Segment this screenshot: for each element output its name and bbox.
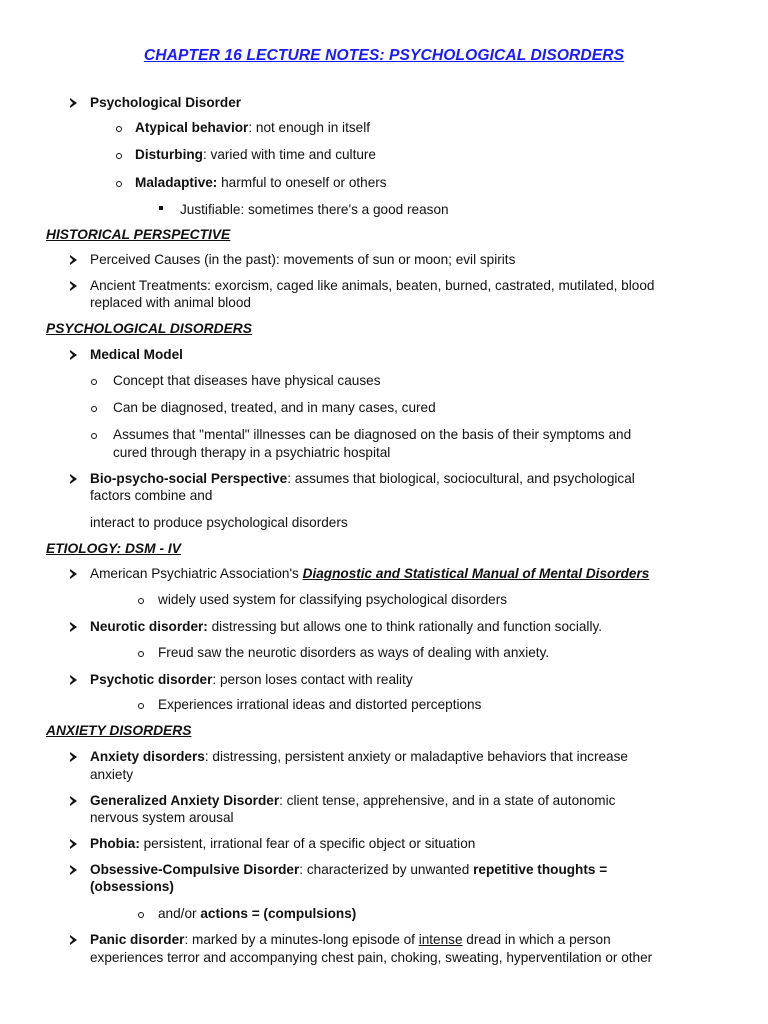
list-item-continuation: experiences terror and accompanying chest pain, choking, sweating, hyperventilation or other <box>90 950 653 965</box>
arrow-bullet-icon <box>70 675 77 685</box>
emphasis: intense <box>418 932 463 947</box>
circle-bullet-icon <box>138 651 144 657</box>
arrow-bullet-icon <box>70 839 77 849</box>
list-item-continuation: anxiety <box>90 767 134 782</box>
section-heading: ANXIETY DISORDERS <box>46 723 192 738</box>
list-item: Perceived Causes (in the past): movements of sun or moon; evil spirits <box>90 252 516 267</box>
circle-bullet-icon <box>91 433 97 439</box>
term: Obsessive-Compulsive Disorder <box>90 862 300 877</box>
list-item: Concept that diseases have physical causes <box>113 373 381 388</box>
list-item: Maladaptive: harmful to oneself or others <box>135 175 387 190</box>
arrow-bullet-icon <box>70 98 77 108</box>
arrow-bullet-icon <box>70 865 77 875</box>
section-heading: HISTORICAL PERSPECTIVE <box>46 227 231 242</box>
list-item-continuation: (obsessions) <box>90 879 174 894</box>
term: Anxiety disorders <box>90 749 205 764</box>
list-item: Neurotic disorder: distressing but allows one to think rationally and function socially. <box>90 619 603 634</box>
list-item: Assumes that "mental" illnesses can be diagnosed on the basis of their symptoms and <box>113 427 632 442</box>
term: Disturbing <box>135 147 203 162</box>
section-heading: PSYCHOLOGICAL DISORDERS <box>46 321 252 336</box>
list-item: Generalized Anxiety Disorder: client tense, apprehensive, and in a state of autonomic <box>90 793 616 808</box>
term: Bio-psycho-social Perspective <box>90 471 288 486</box>
list-item: Atypical behavior: not enough in itself <box>135 120 371 135</box>
list-item-continuation: replaced with animal blood <box>90 295 251 310</box>
list-item: Phobia: persistent, irrational fear of a specific object or situation <box>90 836 476 851</box>
list-item: Disturbing: varied with time and culture <box>135 147 376 162</box>
circle-bullet-icon <box>138 598 144 604</box>
list-item: Justifiable: sometimes there's a good reason <box>180 202 449 217</box>
term: Medical Model <box>90 347 183 362</box>
arrow-bullet-icon <box>70 474 77 484</box>
term: Phobia: <box>90 836 140 851</box>
circle-bullet-icon <box>116 181 122 187</box>
term: Psychological Disorder <box>90 95 242 110</box>
term: Psychotic disorder <box>90 672 213 687</box>
arrow-bullet-icon <box>70 935 77 945</box>
arrow-bullet-icon <box>70 255 77 265</box>
term: Generalized Anxiety Disorder <box>90 793 280 808</box>
list-item-continuation: cured through therapy in a psychiatric hospital <box>113 445 391 460</box>
list-item: widely used system for classifying psychological disorders <box>158 592 508 607</box>
section-heading: ETIOLOGY: DSM - IV <box>46 541 181 556</box>
list-item <box>90 94 241 111</box>
list-item: American Psychiatric Association's Diagnostic and Statistical Manual of Mental Disorders <box>90 566 650 581</box>
list-item: Freud saw the neurotic disorders as ways of dealing with anxiety. <box>158 645 550 660</box>
arrow-bullet-icon <box>70 350 77 360</box>
book-title: Diagnostic and Statistical Manual of Mental Disorders <box>302 566 650 581</box>
square-bullet-icon <box>159 206 163 210</box>
list-item: Panic disorder: marked by a minutes-long episode of intense dread in which a person <box>90 932 611 947</box>
circle-bullet-icon <box>91 379 97 385</box>
list-item: Bio-psycho-social Perspective: assumes that biological, sociocultural, and psychological <box>90 471 635 486</box>
list-item: Psychotic disorder: person loses contact with reality <box>90 672 413 687</box>
term: Panic disorder <box>90 932 185 947</box>
list-item: Obsessive-Compulsive Disorder: characterized by unwanted repetitive thoughts = <box>90 862 608 877</box>
term: Atypical behavior <box>135 120 249 135</box>
arrow-bullet-icon <box>70 752 77 762</box>
list-item: Experiences irrational ideas and distorted perceptions <box>158 697 482 712</box>
list-item <box>90 346 183 363</box>
list-item: Anxiety disorders: distressing, persistent anxiety or maladaptive behaviors that increase <box>90 749 628 764</box>
arrow-bullet-icon <box>70 796 77 806</box>
arrow-bullet-icon <box>70 281 77 291</box>
arrow-bullet-icon <box>70 622 77 632</box>
list-item: Ancient Treatments: exorcism, caged like animals, beaten, burned, castrated, mutilated, blood <box>90 278 655 293</box>
term: Maladaptive: <box>135 175 218 190</box>
circle-bullet-icon <box>116 153 122 159</box>
circle-bullet-icon <box>91 406 97 412</box>
list-item-continuation: interact to produce psychological disorders <box>90 515 348 530</box>
circle-bullet-icon <box>138 703 144 709</box>
arrow-bullet-icon <box>70 569 77 579</box>
circle-bullet-icon <box>138 912 144 918</box>
list-item: Can be diagnosed, treated, and in many cases, cured <box>113 400 436 415</box>
term: Neurotic disorder: <box>90 619 208 634</box>
circle-bullet-icon <box>116 126 122 132</box>
page-title: CHAPTER 16 LECTURE NOTES: PSYCHOLOGICAL DISORDERS <box>143 47 625 64</box>
list-item: and/or actions = (compulsions) <box>158 906 357 921</box>
list-item-continuation: factors combine and <box>90 488 213 503</box>
list-item-continuation: nervous system arousal <box>90 810 234 825</box>
